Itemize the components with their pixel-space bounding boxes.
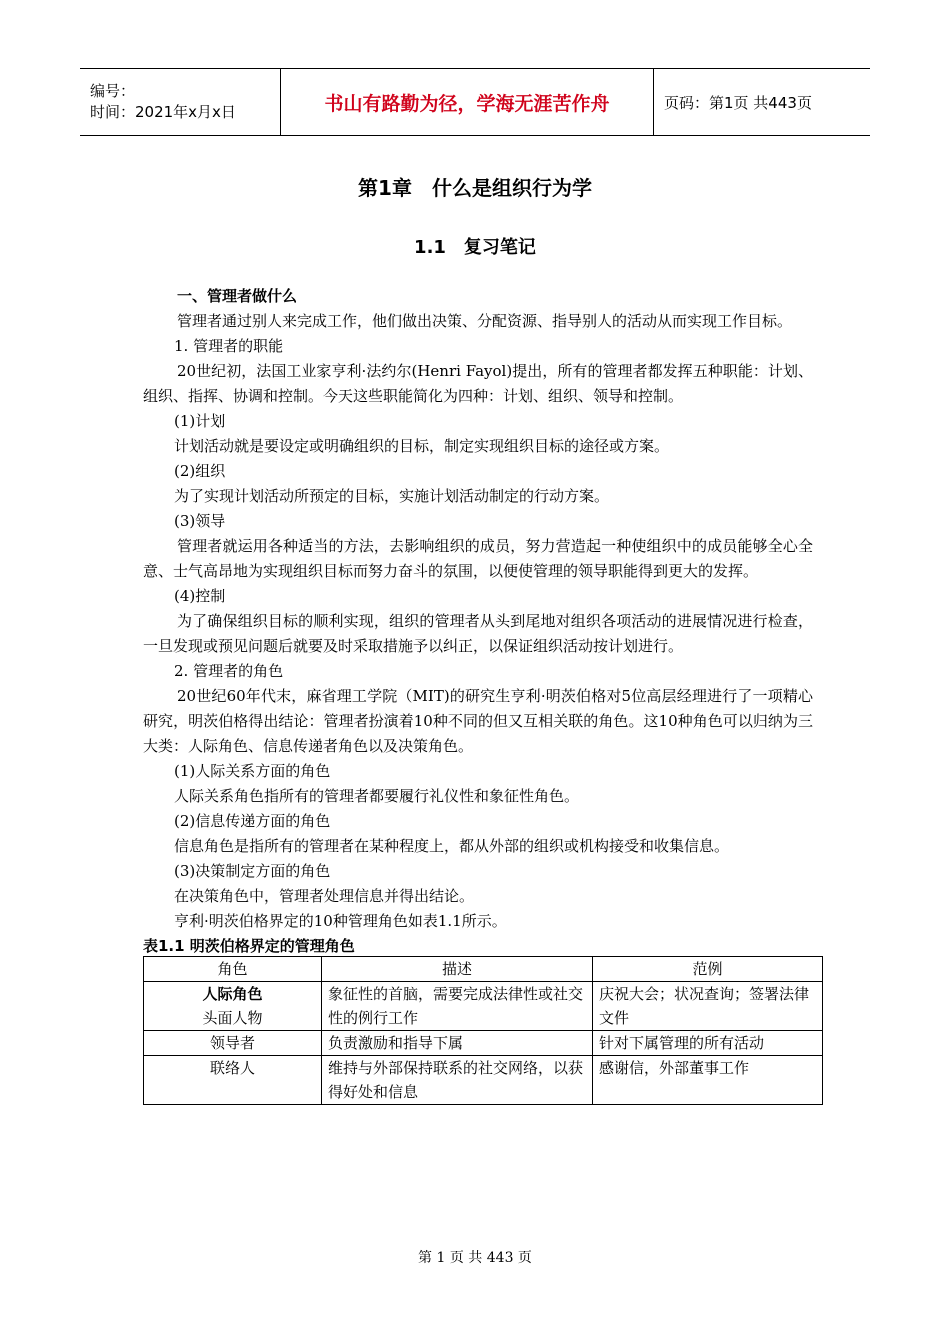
header-number: 编号： bbox=[90, 82, 136, 100]
table-cell-desc: 负责激励和指导下属 bbox=[322, 1031, 593, 1056]
page-footer: 第 1 页 共 443 页 bbox=[418, 1250, 532, 1266]
table-cell-example: 庆祝大会；状况查询；签署法律文件 bbox=[593, 982, 823, 1031]
table-cell-role: 联络人 bbox=[144, 1056, 322, 1105]
section-title: 1.1 复习笔记 bbox=[414, 237, 536, 258]
table-row bbox=[144, 1056, 823, 1105]
table-cell-role: 领导者 bbox=[144, 1031, 322, 1056]
heading-functions: 1. 管理者的职能 bbox=[174, 337, 284, 355]
table-cell-desc: 象征性的首脑，需要完成法律性或社交性的例行工作 bbox=[322, 982, 593, 1031]
paragraph-organize: 为了实现计划活动所预定的目标，实施计划活动制定的行动方案。 bbox=[174, 487, 610, 505]
heading-managers: 一、管理者做什么 bbox=[177, 287, 298, 305]
table-header-role: 角色 bbox=[144, 957, 322, 982]
header-date: 时间：2021年x月x日 bbox=[90, 103, 236, 121]
table-cell-desc: 维持与外部保持联系的社交网络，以获得好处和信息 bbox=[322, 1056, 593, 1105]
table-caption: 表1.1 明茨伯格界定的管理角色 bbox=[143, 937, 355, 955]
paragraph-mintzberg: 20世纪60年代末，麻省理工学院（MIT)的研究生亨利·明茨伯格对5位高层经理进行了一项精心研究，明茨伯格得出结论：管理者扮演着10种不同的但又互相关联的角色。这10种角色可以归纳为三大类：人际角色、信息传递者角色以及决策角色。 bbox=[143, 687, 813, 755]
heading-lead: (3)领导 bbox=[174, 512, 226, 530]
heading-control: (4)控制 bbox=[174, 587, 226, 605]
paragraph-lead: 管理者就运用各种适当的方法，去影响组织的成员，努力营造起一种使组织中的成员能够全心全意、士气高昂地为实现组织目标而努力奋斗的氛围，以便使管理的领导职能得到更大的发挥。 bbox=[143, 537, 813, 580]
table-row bbox=[144, 1031, 823, 1056]
paragraph-table-ref: 亨利·明茨伯格界定的10种管理角色如表1.1所示。 bbox=[174, 912, 507, 930]
document-body bbox=[143, 284, 813, 1105]
role-name: 头面人物 bbox=[202, 1009, 263, 1027]
table-row bbox=[144, 982, 823, 1031]
table-cell-example: 感谢信，外部董事工作 bbox=[593, 1056, 823, 1105]
paragraph-intro: 管理者通过别人来完成工作，他们做出决策、分配资源、指导别人的活动从而实现工作目标。 bbox=[177, 312, 793, 330]
header-page-info: 页码：第1页 共443页 bbox=[654, 69, 871, 136]
paragraph-interpersonal: 人际关系角色指所有的管理者都要履行礼仪性和象征性角色。 bbox=[174, 787, 580, 805]
paragraph-info: 信息角色是指所有的管理者在某种程度上，都从外部的组织或机构接受和收集信息。 bbox=[174, 837, 730, 855]
header-motto: 书山有路勤为径，学海无涯苦作舟 bbox=[281, 69, 654, 136]
chapter-title: 第1章 什么是组织行为学 bbox=[358, 176, 592, 200]
paragraph-control: 为了确保组织目标的顺利实现，组织的管理者从头到尾地对组织各项活动的进展情况进行检查，一旦发现或预见问题后就要及时采取措施予以纠正，以保证组织活动按计划进行。 bbox=[143, 612, 813, 655]
table-header-example: 范例 bbox=[593, 957, 823, 982]
table-header-desc: 描述 bbox=[322, 957, 593, 982]
heading-decision: (3)决策制定方面的角色 bbox=[174, 862, 331, 880]
heading-roles: 2. 管理者的角色 bbox=[174, 662, 284, 680]
roles-table bbox=[143, 956, 823, 1105]
heading-interpersonal: (1)人际关系方面的角色 bbox=[174, 762, 331, 780]
table-cell-role bbox=[144, 982, 322, 1031]
heading-info: (2)信息传递方面的角色 bbox=[174, 812, 331, 830]
header-meta bbox=[80, 69, 281, 136]
paragraph-plan: 计划活动就是要设定或明确组织的目标，制定实现组织目标的途径或方案。 bbox=[174, 437, 670, 455]
heading-plan: (1)计划 bbox=[174, 412, 226, 430]
table-header-row bbox=[144, 957, 823, 982]
page-header bbox=[80, 68, 870, 136]
table-cell-example: 针对下属管理的所有活动 bbox=[593, 1031, 823, 1056]
heading-organize: (2)组织 bbox=[174, 462, 226, 480]
paragraph-fayol: 20世纪初，法国工业家亨利·法约尔(Henri Fayol)提出，所有的管理者都发挥五种职能：计划、组织、指挥、协调和控制。今天这些职能简化为四种：计划、组织、领导和控制。 bbox=[143, 362, 813, 405]
table-group-label: 人际角色 bbox=[202, 985, 263, 1003]
paragraph-decision: 在决策角色中，管理者处理信息并得出结论。 bbox=[174, 887, 475, 905]
